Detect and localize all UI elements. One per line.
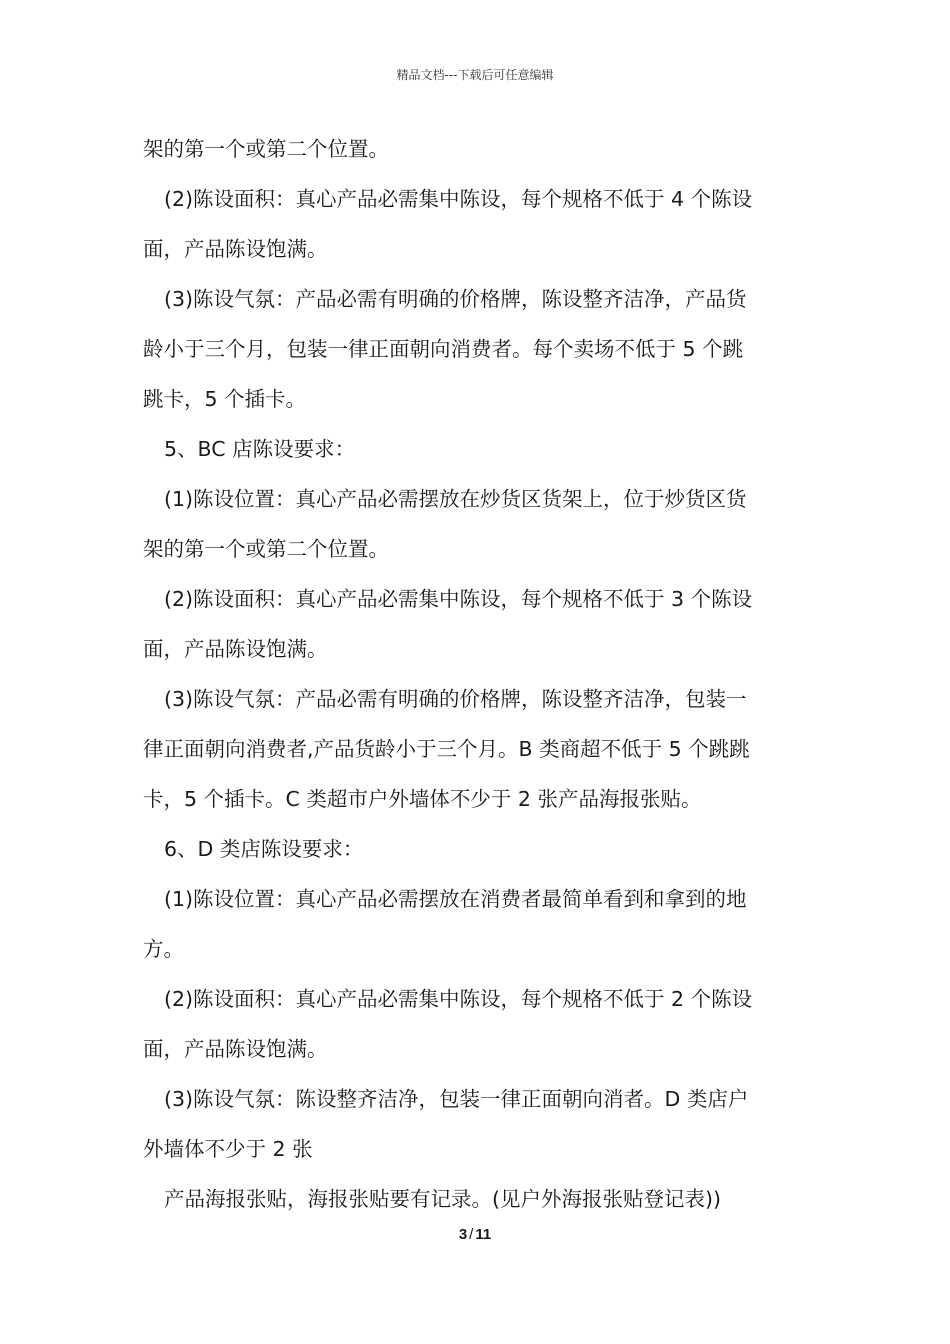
text-line: (3)陈设气氛：产品必需有明确的价格牌，陈设整齐洁净，产品货 [164, 287, 747, 311]
text-line: (1)陈设位置：真心产品必需摆放在消费者最简单看到和拿到的地 [164, 887, 747, 911]
current-page: 3 [458, 1226, 468, 1243]
text-line: (1)陈设位置：真心产品必需摆放在炒货区货架上，位于炒货区货 [164, 487, 747, 511]
text-line: (3)陈设气氛：陈设整齐洁净，包装一律正面朝向消者。D 类店户 [164, 1087, 749, 1111]
text-line: 面，产品陈设饱满。 [143, 637, 328, 661]
document-body [143, 124, 813, 1224]
text-line: 面，产品陈设饱满。 [143, 237, 328, 261]
text-line: 架的第一个或第二个位置。 [143, 137, 389, 161]
text-line: 跳卡，5 个插卡。 [143, 387, 307, 411]
text-line: 面，产品陈设饱满。 [143, 1037, 328, 1061]
text-line: (2)陈设面积：真心产品必需集中陈设，每个规格不低于 2 个陈设 [164, 987, 753, 1011]
text-line: 架的第一个或第二个位置。 [143, 537, 389, 561]
page-separator: / [469, 1226, 474, 1243]
text-line: 方。 [143, 937, 184, 961]
section-heading: 6、D 类店陈设要求： [164, 837, 364, 861]
text-line: 律正面朝向消费者,产品货龄小于三个月。B 类商超不低于 5 个跳跳 [143, 737, 750, 761]
text-line: 卡，5 个插卡。C 类超市户外墙体不少于 2 张产品海报张贴。 [143, 787, 702, 811]
text-line: 龄小于三个月，包装一律正面朝向消费者。每个卖场不低于 5 个跳 [143, 337, 744, 361]
text-line: 外墙体不少于 2 张 [143, 1137, 313, 1161]
total-pages: 11 [475, 1226, 492, 1243]
section-heading: 5、BC 店陈设要求： [164, 437, 356, 461]
text-line: (3)陈设气氛：产品必需有明确的价格牌，陈设整齐洁净，包装一 [164, 687, 747, 711]
text-line: 产品海报张贴，海报张贴要有记录。(见户外海报张贴登记表)) [164, 1187, 721, 1211]
page-header: 精品文档---下载后可任意编辑 [396, 68, 554, 82]
text-line: (2)陈设面积：真心产品必需集中陈设，每个规格不低于 3 个陈设 [164, 587, 753, 611]
page-number [0, 1226, 950, 1243]
text-line: (2)陈设面积：真心产品必需集中陈设，每个规格不低于 4 个陈设 [164, 187, 753, 211]
